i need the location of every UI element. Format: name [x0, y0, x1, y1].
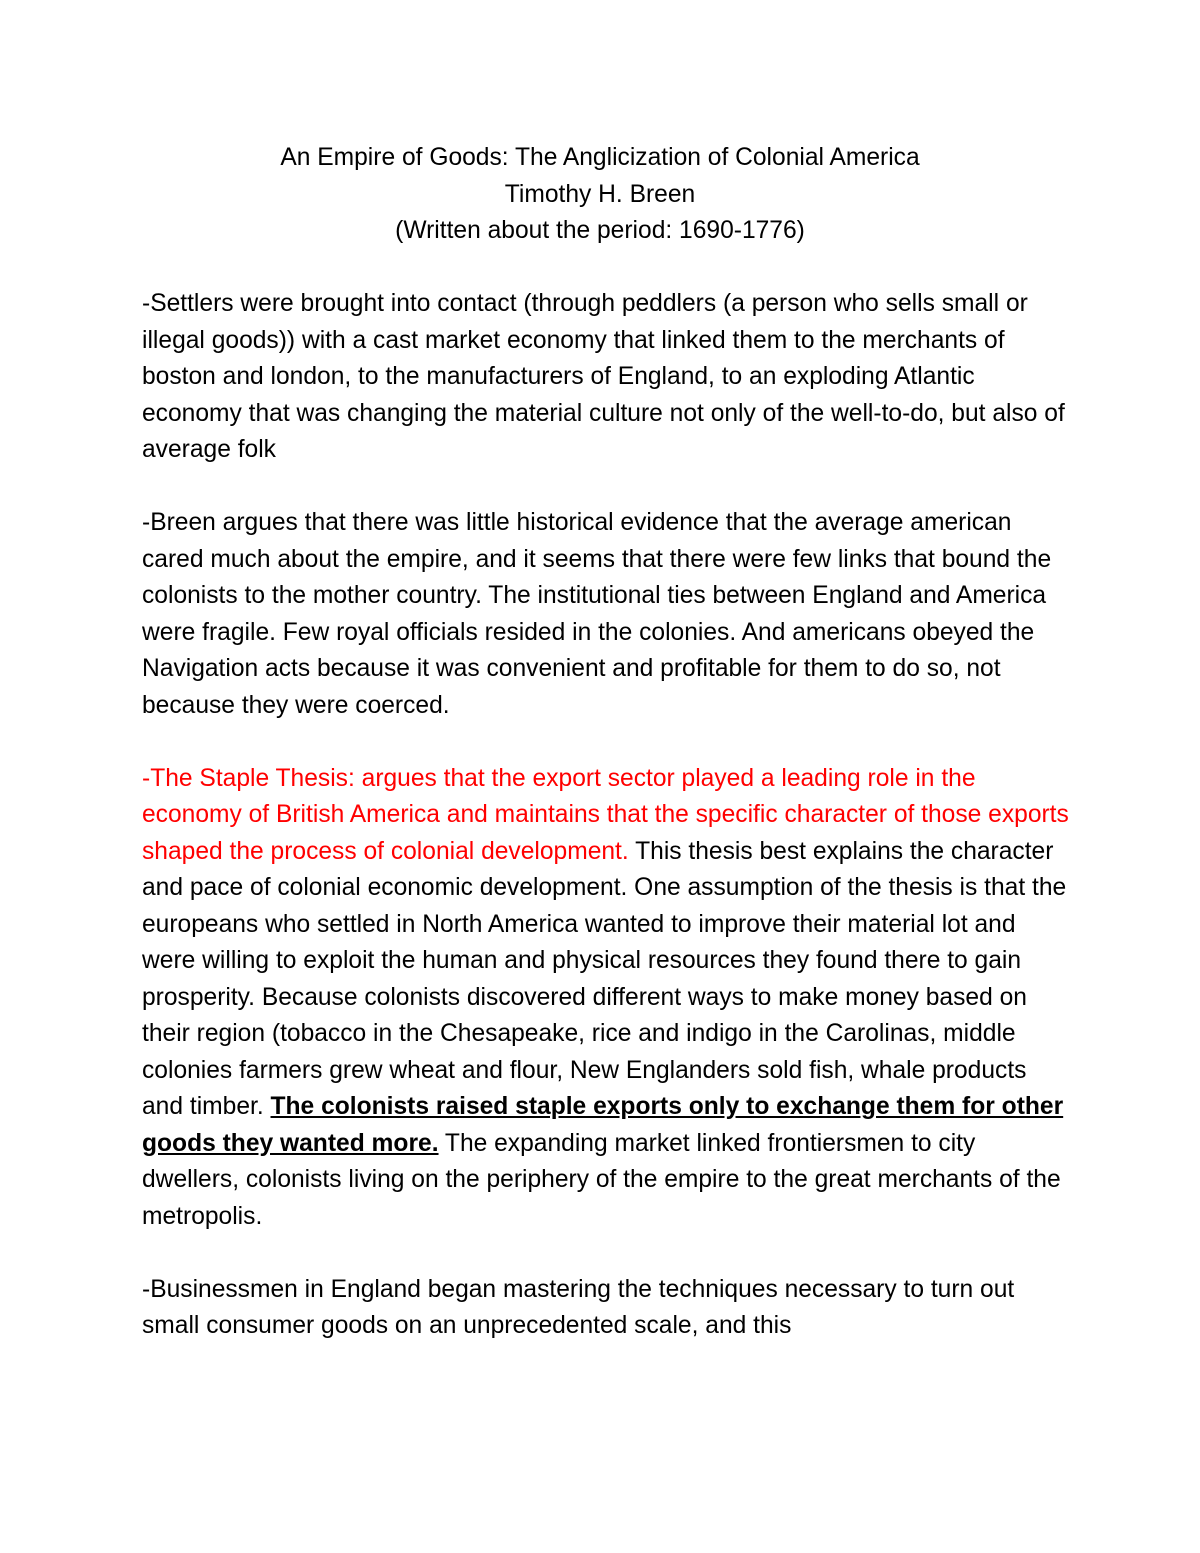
document-title: An Empire of Goods: The Anglicization of Colonial America	[280, 144, 920, 171]
paragraph-settlers-text: -Settlers were brought into contact (through peddlers (a person who sells small or illegal goods)) with a cast market economy that linked them to the merchants of boston and london, to the manufacturers of England, to an exploding Atlantic economy that was changing the material culture not only of the well-to-do, but also of average folk	[142, 290, 1065, 463]
title-block	[142, 140, 1058, 250]
paragraph-businessmen-text: -Businessmen in England began mastering the techniques necessary to turn out small consumer goods on an unprecedented scale, and this	[142, 1275, 1015, 1339]
staple-thesis-dash: -	[142, 764, 151, 792]
paragraph-settlers	[142, 286, 1072, 469]
staple-thesis-conclusion: The expanding market linked frontiersmen to city dwellers, colonists living on the periphery of the empire to the great merchants of the metropolis.	[142, 1129, 1061, 1230]
staple-thesis-highlight: The Staple Thesis: argues that the export sector played a leading role in the economy of British America and maintains that the specific character of those exports shaped the process of colonial development.	[142, 764, 1069, 865]
document-page	[142, 140, 1072, 1345]
staple-thesis-emphasis: The colonists raised staple exports only to exchange them for other goods they wanted more.	[142, 1093, 1064, 1157]
paragraph-staple-thesis	[142, 761, 1072, 1236]
staple-thesis-body: This thesis best explains the character and pace of colonial economic development. One assumption of the thesis is that the europeans who settled in North America wanted to improve their material lot and were willing to exploit the human and physical resources they found there to gain prosperity. Because colonists discovered different ways to make money based on their region (tobacco in the Chesapeake, rice and indigo in the Carolinas, middle colonies farmers grew wheat and flour, New Englanders sold fish, whale products and timber.	[142, 837, 1067, 1120]
document-author: Timothy H. Breen	[504, 180, 696, 208]
paragraph-businessmen	[142, 1272, 1072, 1345]
period-note: (Written about the period: 1690-1776)	[395, 217, 805, 244]
paragraph-breen-argues-text: -Breen argues that there was little historical evidence that the average american cared much about the empire, and it seems that there were few links that bound the colonists to the mother country. The institutional ties between England and America were fragile. Few royal officials resided in the colonies. And americans obeyed the Navigation acts because it was convenient and profitable for them to do so, not because they were coerced.	[142, 509, 1052, 719]
paragraph-breen-argues	[142, 505, 1072, 724]
